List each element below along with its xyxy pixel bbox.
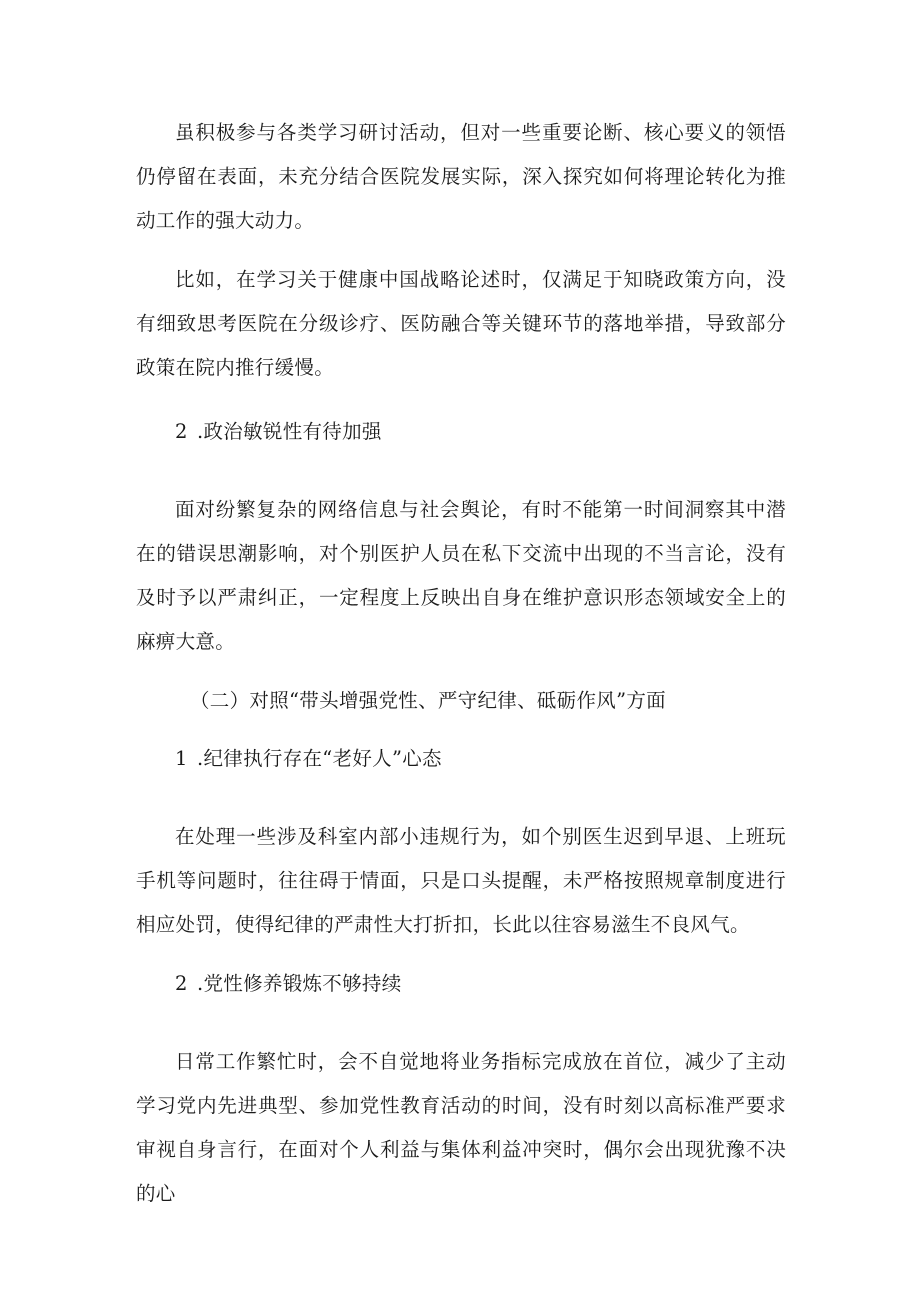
heading-political-sensitivity <box>175 410 382 454</box>
heading-number: 2 <box>175 420 188 443</box>
paragraph-daily-work: 日常工作繁忙时，会不自觉地将业务指标完成放在首位，减少了主动学习党内先进典型、参加党性教育活动的时间，没有时刻以高标准严要求审视自身言行，在面对个人利益与集体利益冲突时，偶尔会出现犹豫不决的心 <box>136 1050 786 1205</box>
heading-number: 2 <box>175 972 188 995</box>
heading-discipline-execution <box>175 737 442 781</box>
heading-text: .纪律执行存在“老好人”心态 <box>197 747 442 770</box>
paragraph-theory-study: 虽积极参与各类学习研讨活动，但对一些重要论断、核心要义的领悟仍停留在表面，未充分结合医院发展实际，深入探究如何将理论转化为推动工作的强大动力。 <box>136 121 786 232</box>
section-heading-two: （二）对照“带头增强党性、严守纪律、砥砺作风”方面 <box>190 689 666 712</box>
heading-text: .党性修养锻炼不够持续 <box>197 972 402 995</box>
heading-number: 1 <box>175 747 188 770</box>
paragraph-online-opinion: 面对纷繁复杂的网络信息与社会舆论，有时不能第一时间洞察其中潜在的错误思潮影响，对个别医护人员在私下交流中出现的不当言论，没有及时予以严肃纠正，一定程度上反映出自身在维护意识形态领域安全上的麻痹大意。 <box>136 498 786 653</box>
paragraph-health-china-example: 比如，在学习关于健康中国战略论述时，仅满足于知晓政策方向，没有细致思考医院在分级诊疗、医防融合等关键环节的落地举措，导致部分政策在院内推行缓慢。 <box>136 268 786 379</box>
heading-party-spirit <box>175 962 402 1006</box>
paragraph-minor-violations: 在处理一些涉及科室内部小违规行为，如个别医生迟到早退、上班玩手机等问题时，往往碍于情面，只是口头提醒，未严格按照规章制度进行相应处罚，使得纪律的严肃性大打折扣，长此以往容易滋生不良风气。 <box>136 825 786 936</box>
heading-text: .政治敏锐性有待加强 <box>197 420 382 443</box>
